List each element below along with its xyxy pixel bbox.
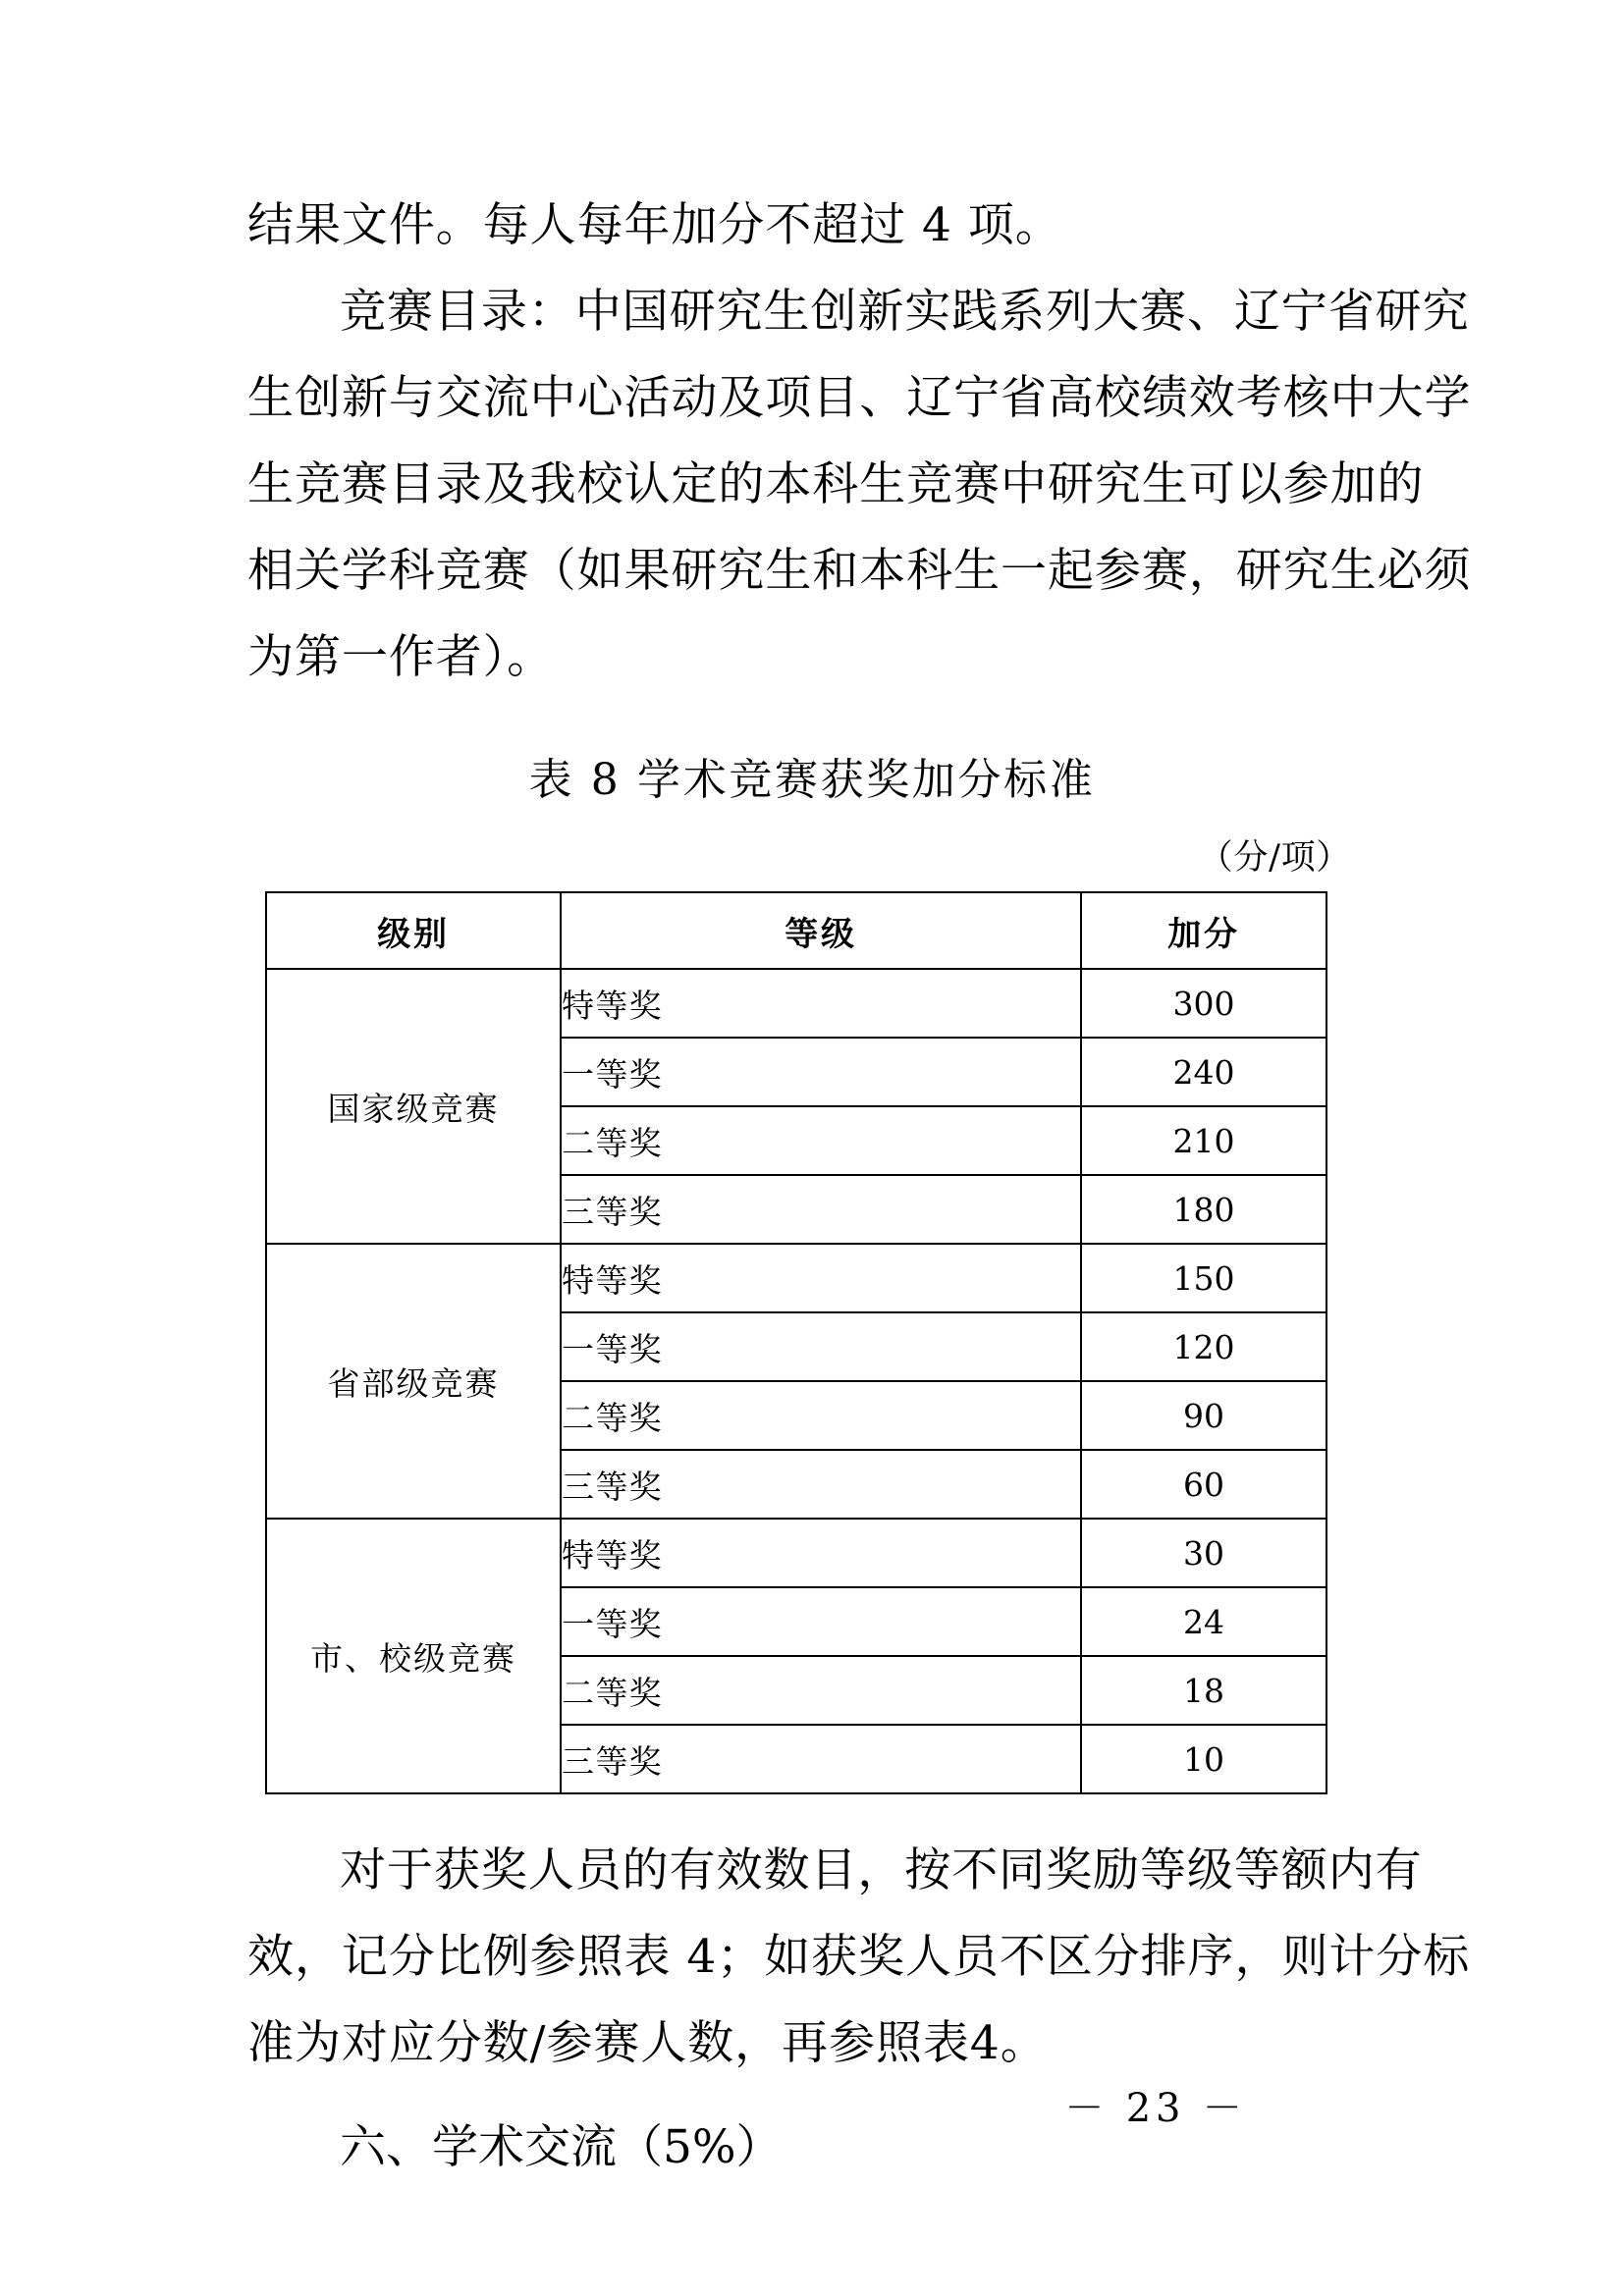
column-header-level: 级别 (266, 892, 561, 969)
table-header-row (266, 892, 1326, 969)
points-cell: 210 (1081, 1106, 1326, 1175)
table-body (266, 969, 1326, 1793)
paragraph-competition-catalog (247, 269, 1472, 701)
page-number-value: － 23 － (1064, 2086, 1247, 2131)
text-line: 生创新与交流中心活动及项目、辽宁省高校绩效考核中大学 (247, 371, 1472, 425)
points-cell: 30 (1081, 1519, 1326, 1587)
grade-cell: 三等奖 (561, 1450, 1081, 1519)
text-line: 生竞赛目录及我校认定的本科生竞赛中研究生可以参加的 (247, 457, 1425, 511)
grade-cell: 三等奖 (561, 1725, 1081, 1793)
points-cell: 10 (1081, 1725, 1326, 1793)
table-unit-note: （分/项） (1198, 838, 1351, 878)
points-cell: 300 (1081, 969, 1326, 1038)
points-cell: 240 (1081, 1038, 1326, 1106)
grade-cell: 特等奖 (561, 1244, 1081, 1312)
table-caption: 表 8 学术竞赛获奖加分标准 (528, 755, 1096, 805)
points-cell: 90 (1081, 1381, 1326, 1450)
grade-cell: 二等奖 (561, 1656, 1081, 1725)
grade-cell: 特等奖 (561, 1519, 1081, 1587)
column-header-points: 加分 (1081, 892, 1326, 969)
text-line: 对于获奖人员的有效数目，按不同奖励等级等额内有 (340, 1843, 1423, 1897)
table-row (266, 969, 1326, 1038)
text-line: 结果文件。每人每年加分不超过 4 项。 (247, 198, 1062, 252)
grade-cell: 二等奖 (561, 1381, 1081, 1450)
paragraph-intro (247, 183, 1377, 269)
table-row (266, 1519, 1326, 1587)
grade-cell: 一等奖 (561, 1587, 1081, 1656)
paragraph-award-notes (247, 1828, 1471, 2087)
points-cell: 24 (1081, 1587, 1326, 1656)
points-cell: 150 (1081, 1244, 1326, 1312)
grade-cell: 一等奖 (561, 1038, 1081, 1106)
text-line: 相关学科竞赛（如果研究生和本科生一起参赛，研究生必须 (247, 544, 1472, 598)
points-cell: 180 (1081, 1175, 1326, 1244)
table-row (266, 1244, 1326, 1312)
column-header-grade: 等级 (561, 892, 1081, 969)
text-line: 效，记分比例参照表 4；如获奖人员不区分排序，则计分标 (247, 1930, 1471, 1984)
points-cell: 60 (1081, 1450, 1326, 1519)
academic-competition-score-table (265, 891, 1327, 1794)
points-cell: 120 (1081, 1312, 1326, 1381)
grade-cell: 三等奖 (561, 1175, 1081, 1244)
section-heading-academic-exchange: 六、学术交流（5%） (340, 2120, 783, 2174)
text-line: 准为对应分数/参赛人数，再参照表4。 (247, 2016, 1048, 2070)
level-cell-city-school: 市、校级竞赛 (266, 1519, 561, 1793)
text-line: 竞赛目录：中国研究生创新实践系列大赛、辽宁省研究 (340, 285, 1470, 339)
grade-cell: 特等奖 (561, 969, 1081, 1038)
grade-cell: 一等奖 (561, 1312, 1081, 1381)
page-number (0, 2077, 1624, 2133)
table-header (266, 892, 1326, 969)
points-cell: 18 (1081, 1656, 1326, 1725)
page-content (247, 183, 1472, 2191)
level-cell-provincial: 省部级竞赛 (266, 1244, 561, 1519)
text-line: 为第一作者）。 (247, 630, 555, 684)
grade-cell: 二等奖 (561, 1106, 1081, 1175)
level-cell-national: 国家级竞赛 (266, 969, 561, 1244)
